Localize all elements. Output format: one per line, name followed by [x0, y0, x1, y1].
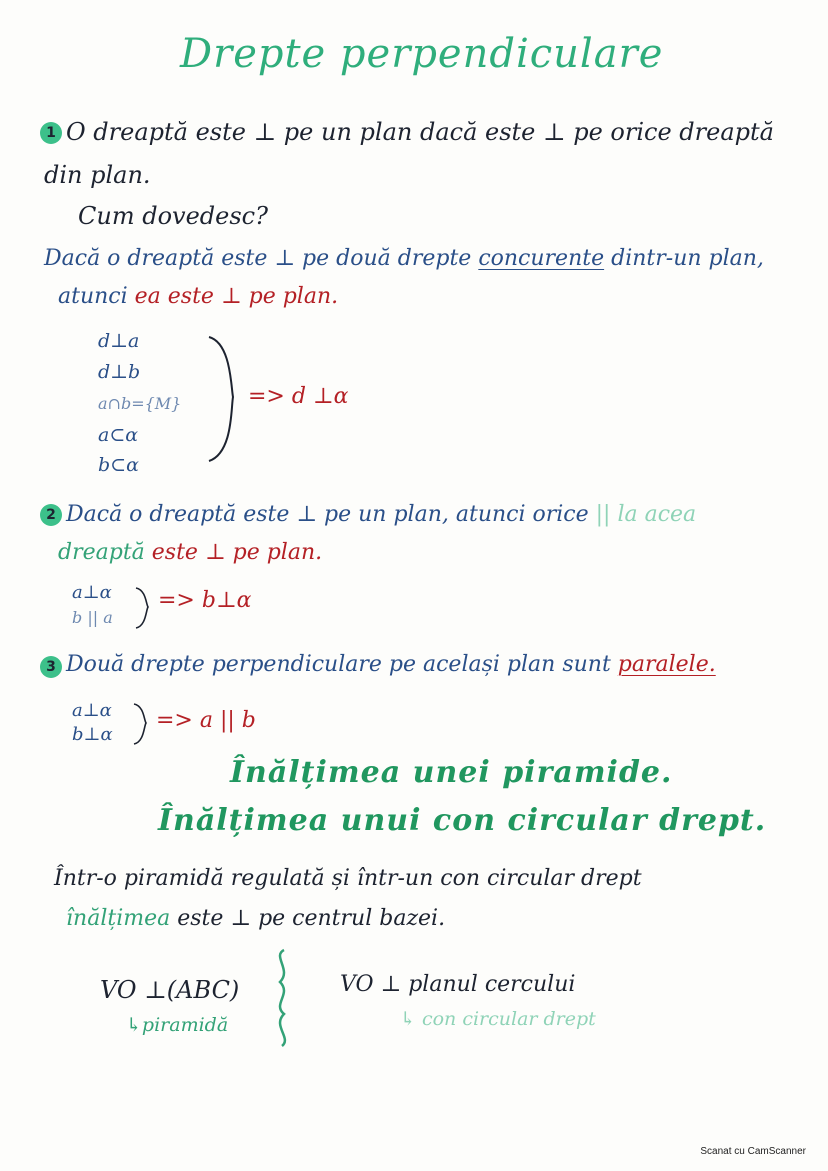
pyramid-formula: VO ⊥(ABC): [100, 976, 240, 1004]
condition-3: a∩b={M}: [98, 394, 182, 413]
section-2-line-1-a: Dacă o dreaptă este ⊥ pe un plan, atunci orice: [66, 502, 589, 527]
brace-section-1: [205, 335, 245, 465]
section-1-number: 1: [40, 122, 62, 144]
pyramid-note: ↳piramidă: [126, 1014, 229, 1036]
section-2-line-2-b: este ⊥ pe plan.: [151, 540, 323, 565]
line-4-part-b: ea este ⊥ pe plan.: [134, 284, 339, 309]
brace-section-4: [270, 948, 296, 1048]
condition-4: a⊂α: [98, 424, 139, 446]
section-2-line-2-a: dreaptă: [58, 540, 145, 565]
section-3-line-1-b: paralele.: [617, 652, 716, 677]
condition-1: d⊥a: [98, 330, 140, 352]
section-4-line-2: [66, 908, 445, 930]
section-2-line-2: [58, 542, 322, 564]
scanner-watermark: Scanat cu CamScanner: [700, 1146, 806, 1157]
section-2-line-1: [66, 504, 696, 526]
s2-condition-1: a⊥α: [72, 582, 112, 603]
line-3-concurente: concurente: [478, 246, 605, 271]
s3-condition-2: b⊥α: [72, 724, 113, 745]
section-4-line-2-a: înălțimea: [66, 906, 171, 931]
section-4-line-1: Într-o piramidă regulată și într-un con circular drept: [54, 866, 642, 891]
section-1-question: Cum dovedesc?: [78, 202, 268, 230]
section-2-line-1-b: || la acea: [595, 502, 697, 527]
heading-cone-height: Înălțimea unui con circular drept.: [158, 803, 767, 838]
cone-note: ↳ con circular drept: [400, 1008, 596, 1030]
line-3-part-a: Dacă o dreaptă este ⊥ pe două drepte: [44, 246, 472, 271]
page-title: Drepte perpendiculare: [180, 31, 664, 77]
section-1-line-4: [58, 286, 338, 308]
line-4-part-a: atunci: [58, 284, 128, 309]
conclusion-section-3: => a || b: [156, 708, 256, 733]
brace-section-2: [134, 586, 156, 630]
condition-2: d⊥b: [98, 361, 141, 383]
conclusion-section-2: => b⊥α: [158, 588, 252, 613]
cone-formula: VO ⊥ planul cercului: [340, 972, 576, 997]
section-1-line-3: [44, 248, 764, 270]
s3-condition-1: a⊥α: [72, 700, 112, 721]
section-3-number: 3: [40, 656, 62, 678]
s2-condition-2: b || a: [72, 608, 113, 627]
section-3-line-1-a: Două drepte perpendiculare pe același plan sunt: [66, 652, 611, 677]
line-3-part-c: dintr-un plan,: [611, 246, 764, 271]
heading-pyramid-height: Înălțimea unei piramide.: [230, 755, 673, 790]
section-2-number: 2: [40, 504, 62, 526]
section-4-line-2-b: este ⊥ pe centrul bazei.: [177, 906, 446, 931]
section-3-line-1: [66, 654, 716, 676]
brace-section-3: [132, 702, 154, 746]
conclusion-section-1: => d ⊥α: [248, 384, 349, 409]
condition-5: b⊂α: [98, 454, 139, 476]
section-1-line-2: din plan.: [44, 161, 151, 189]
section-1-line-1: O dreaptă este ⊥ pe un plan dacă este ⊥ pe orice dreaptă: [66, 118, 774, 146]
